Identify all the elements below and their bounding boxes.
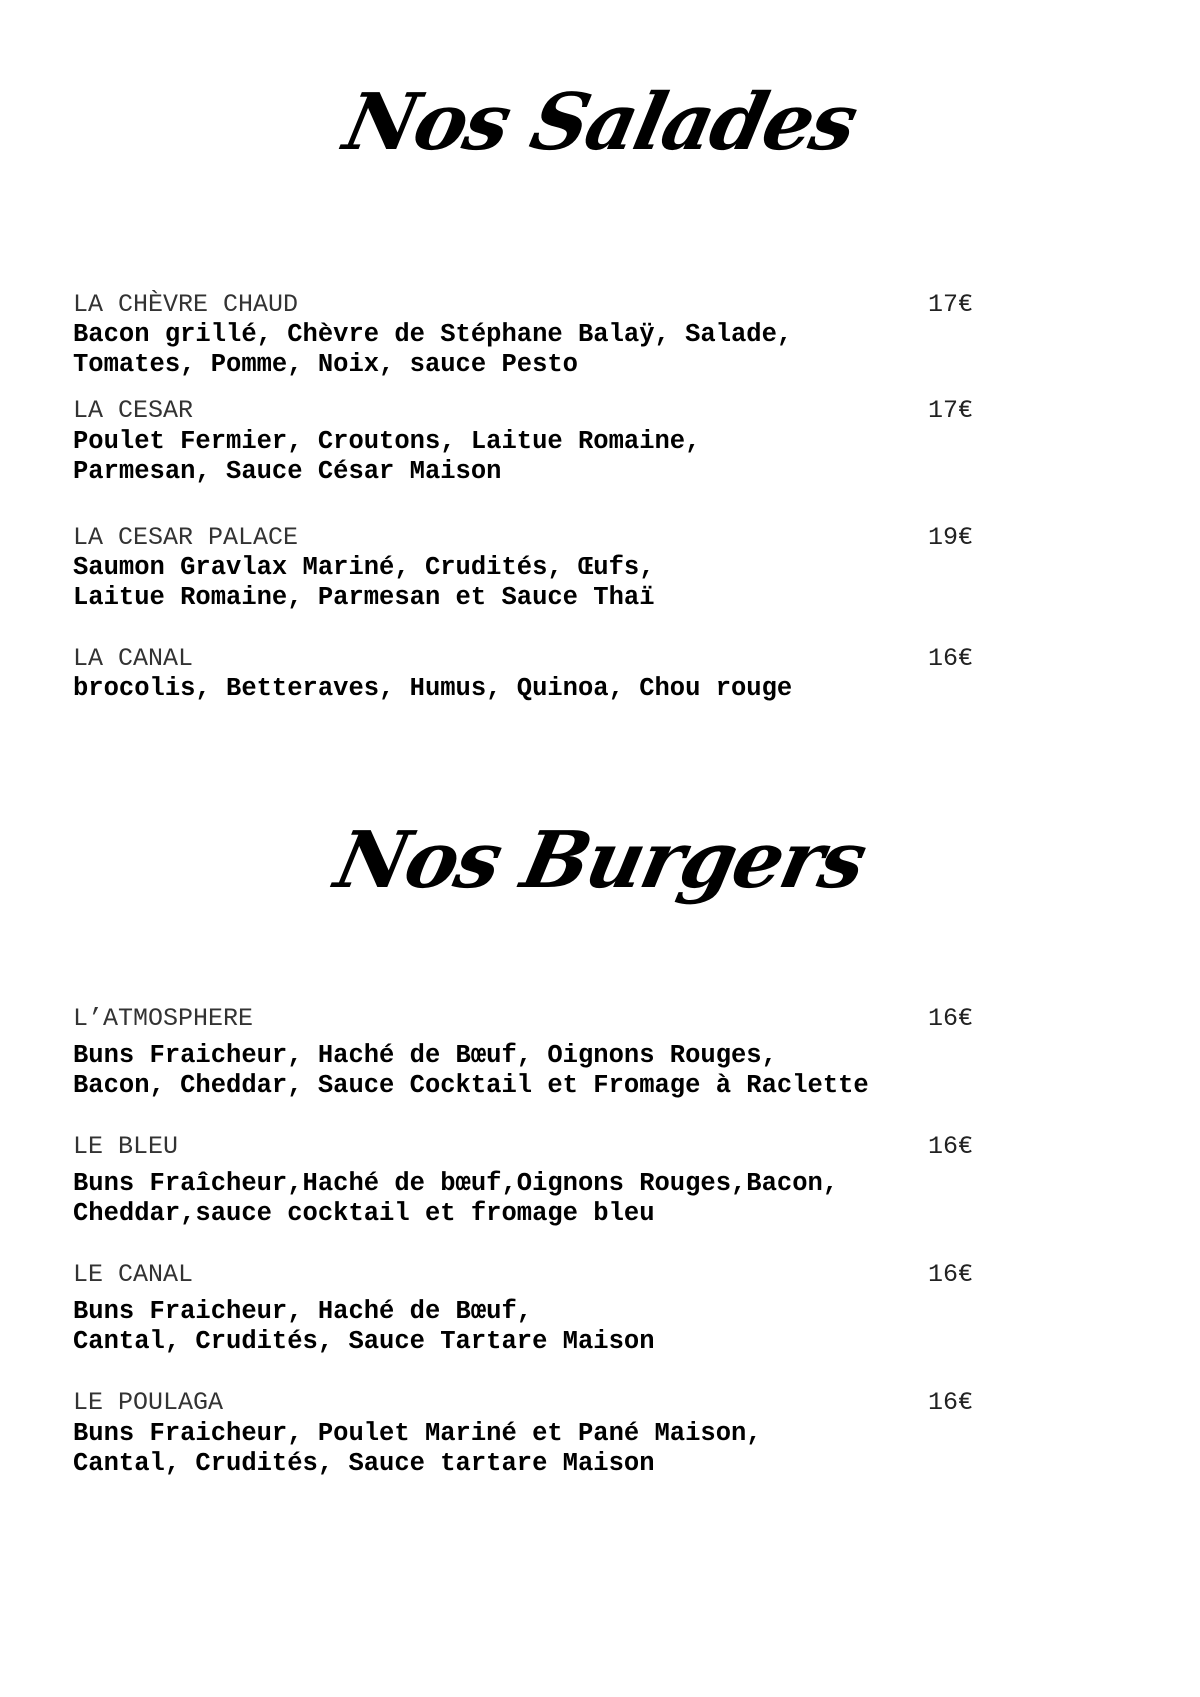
item-price: 16€	[928, 1260, 974, 1289]
item-description: Buns Fraicheur, Poulet Mariné et Pané Maison, Cantal, Crudités, Sauce tartare Maison	[73, 1419, 762, 1478]
item-price: 16€	[928, 644, 974, 673]
item-description: brocolis, Betteraves, Humus, Quinoa, Chou rouge	[73, 674, 793, 703]
item-name: LA CANAL	[73, 644, 194, 673]
item-price: 16€	[928, 1132, 974, 1161]
item-description: Saumon Gravlax Mariné, Crudités, Œufs, Laitue Romaine, Parmesan et Sauce Thaï	[73, 553, 655, 612]
burgers-title: Nos Burgers	[327, 815, 873, 906]
item-name: LE BLEU	[73, 1132, 179, 1161]
item-name: LE POULAGA	[73, 1388, 224, 1417]
item-description: Buns Fraicheur, Haché de Bœuf, Cantal, Crudités, Sauce Tartare Maison	[73, 1297, 655, 1356]
item-name: LA CESAR	[73, 396, 194, 425]
item-description: Buns Fraîcheur,Haché de bœuf,Oignons Rouges,Bacon, Cheddar,sauce cocktail et fromage bleu	[73, 1169, 839, 1228]
item-price: 17€	[928, 396, 974, 425]
item-price: 16€	[928, 1388, 974, 1417]
item-name: LA CESAR PALACE	[73, 523, 299, 552]
item-name: L’ATMOSPHERE	[73, 1004, 254, 1033]
item-name: LA CHÈVRE CHAUD	[73, 290, 299, 319]
item-description: Bacon grillé, Chèvre de Stéphane Balaÿ, Salade, Tomates, Pomme, Noix, sauce Pesto	[73, 320, 793, 379]
item-description: Buns Fraicheur, Haché de Bœuf, Oignons Rouges, Bacon, Cheddar, Sauce Cocktail et Fromage à Raclette	[73, 1041, 869, 1100]
item-price: 19€	[928, 523, 974, 552]
item-description: Poulet Fermier, Croutons, Laitue Romaine, Parmesan, Sauce César Maison	[73, 427, 701, 486]
item-name: LE CANAL	[73, 1260, 194, 1289]
salades-title: Nos Salades	[336, 77, 864, 168]
item-price: 16€	[928, 1004, 974, 1033]
item-price: 17€	[928, 290, 974, 319]
